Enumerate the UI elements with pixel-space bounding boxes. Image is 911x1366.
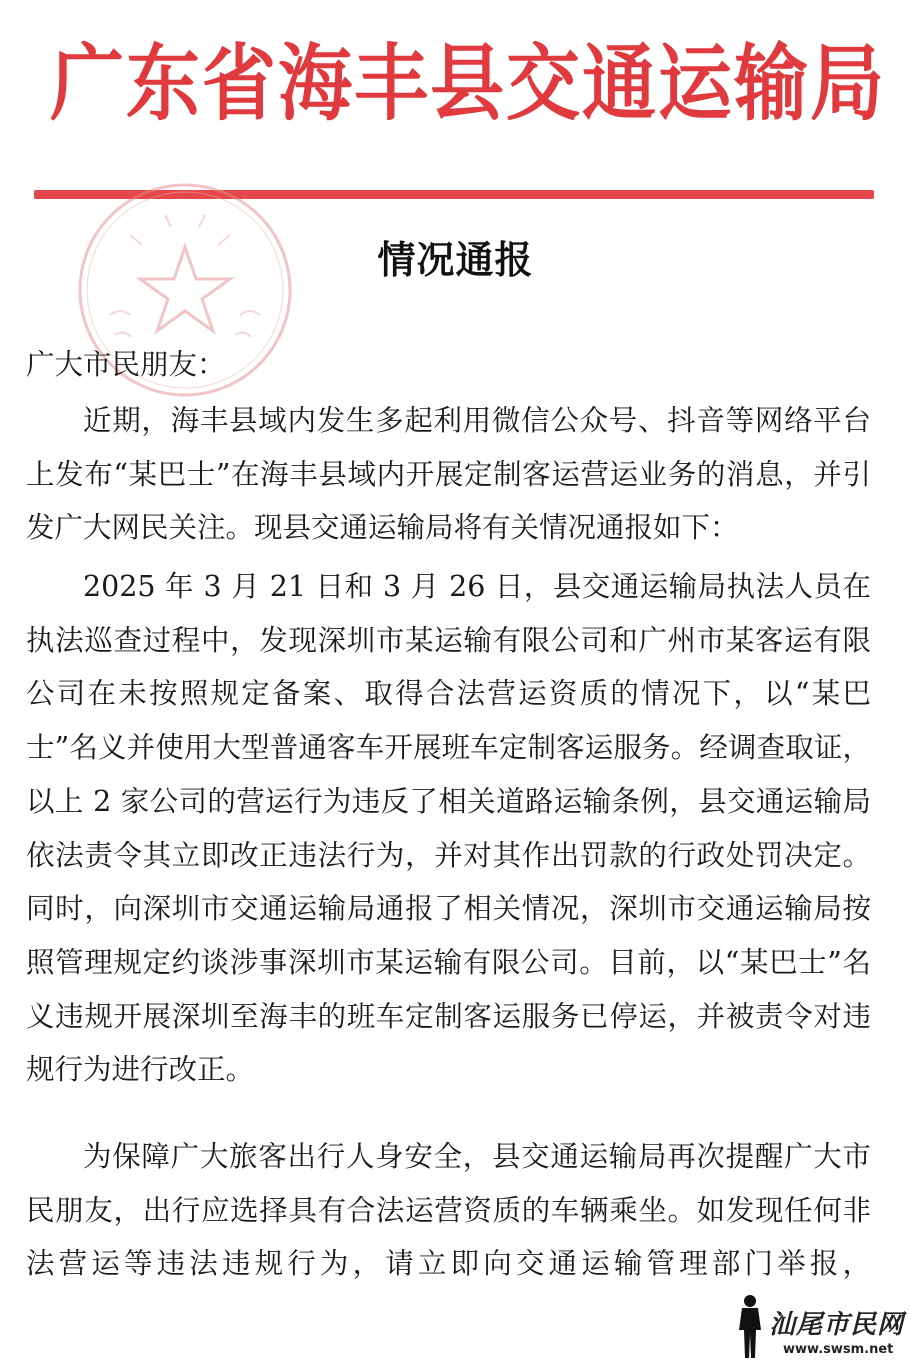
site-watermark [733,1292,903,1364]
paragraph-2: 2025 年 3 月 21 日和 3 月 26 日，县交通运输局执法人员在执法巡查过程中，发现深圳市某运输有限公司和广州市某客运有限公司在未按照规定备案、取得合法营运资质的情况下，以“某巴士”名义并使用大型普通客车开展班车定制客运服务。经调查取证，以上 2 家公司的营运行为违反了相关道路运输条例，县交通运输局依法责令其立即改正违法行为，并对其作出罚款的行政处罚决定。同时，向深圳市交通运输局通报了相关情况，深圳市交通运输局按照管理规定约谈涉事深圳市某运输有限公司。目前，以“某巴士”名义违规开展深圳至海丰的班车定制客运服务已停运，并被责令对违规行为进行改正。 [26,570,871,1087]
watermark-url: www.swsm.net [783,1342,894,1357]
letterhead-title: 广东省海丰县交通运输局 [50,35,886,133]
document-title: 情况通报 [377,237,534,282]
paragraph-1: 近期，海丰县域内发生多起利用微信公众号、抖音等网络平台上发布“某巴士”在海丰县域内开展定制客运营运业务的消息，并引发广大网民关注。现县交通运输局将有关情况通报如下： [26,404,871,545]
person-silhouette-icon [733,1294,767,1360]
paragraph-3: 为保障广大旅客出行人身安全，县交通运输局再次提醒广大市民朋友，出行应选择具有合法运营资质的车辆乘坐。如发现任何非法营运等违法违规行为，请立即向交通运输管理部门举报， [26,1140,871,1281]
watermark-site-name: 汕尾市民网 [769,1310,905,1340]
greeting: 广大市民朋友： [26,348,226,381]
